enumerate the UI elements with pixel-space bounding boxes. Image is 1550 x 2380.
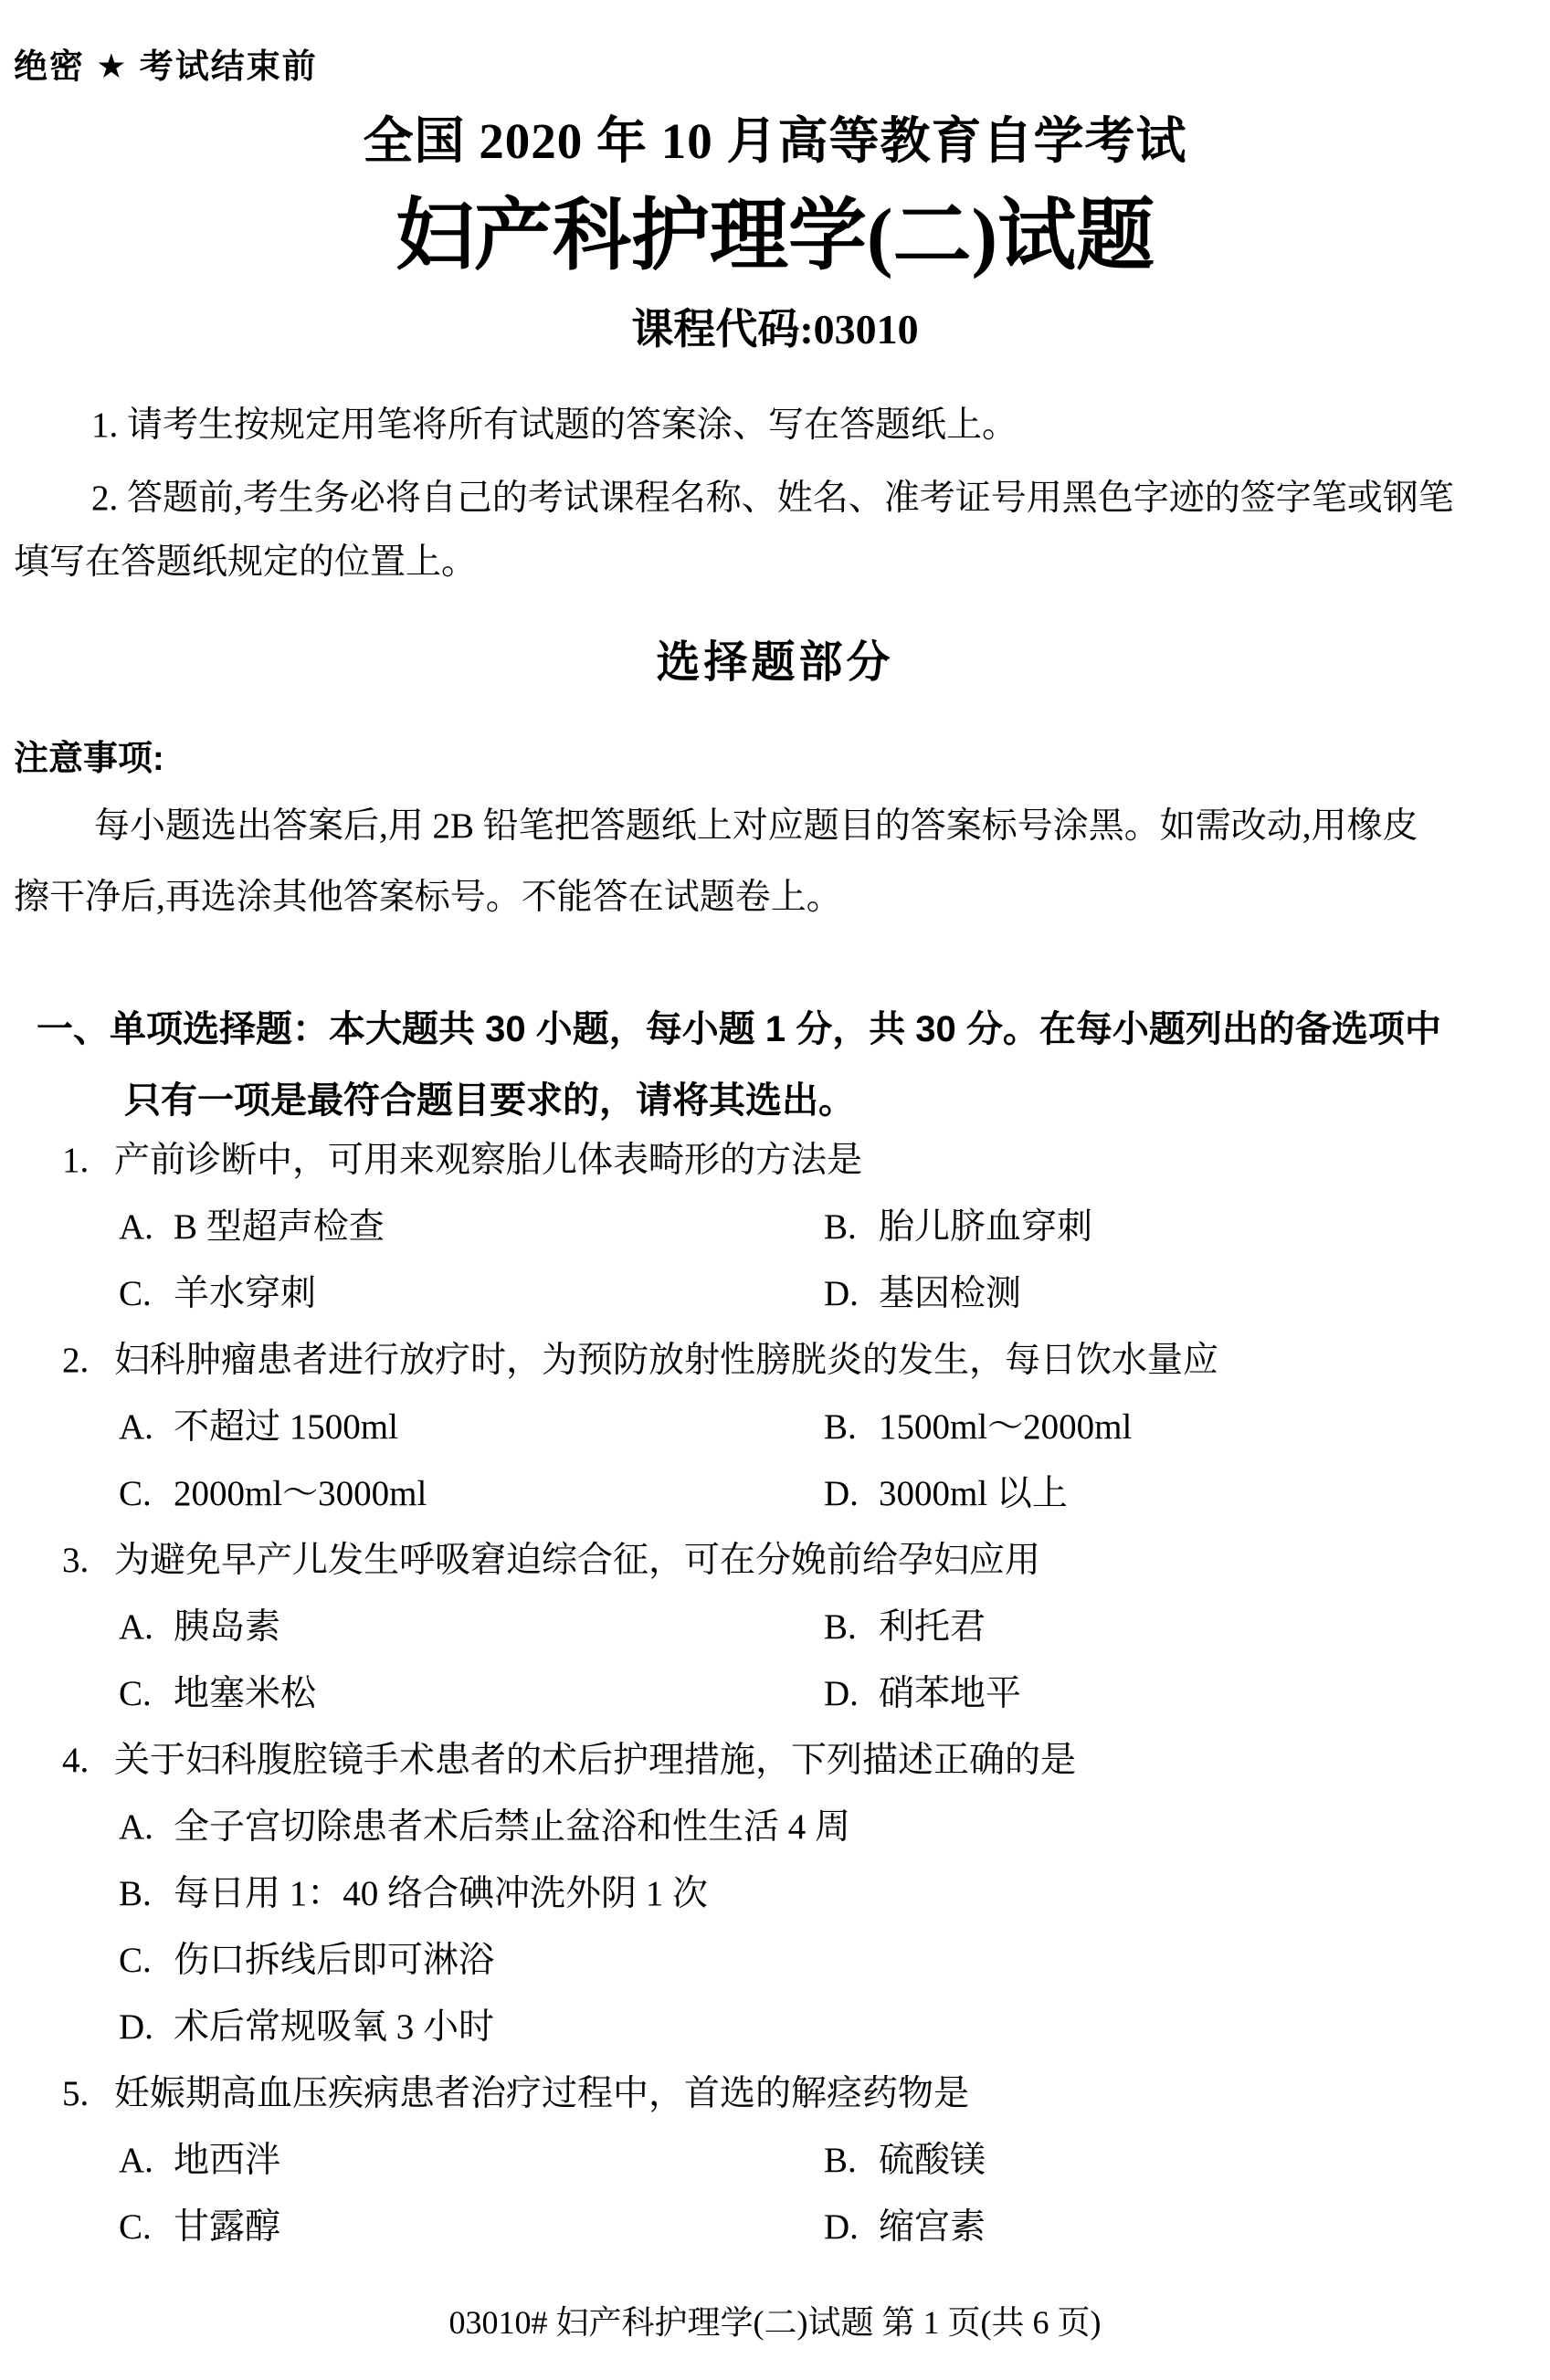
question-5-options (119, 2143, 1550, 2246)
question-2-options (119, 1409, 1550, 1512)
option-label: A. (119, 1407, 153, 1447)
option-text: 利托君 (879, 1607, 986, 1647)
option-text: 全子宫切除患者术后禁止盆浴和性生活 4 周 (174, 1807, 851, 1847)
question-5-text: 妊娠期高血压疾病患者治疗过程中，首选的解痉药物是 (114, 2074, 970, 2113)
option-text: 缩宫素 (879, 2207, 986, 2247)
question-4-number: 4. (62, 1741, 90, 1780)
option-text: 基因检测 (879, 1274, 1022, 1313)
option-label: B. (824, 1407, 857, 1447)
option-text: 地西泮 (174, 2141, 281, 2180)
question-3-option-d (824, 1676, 1550, 1712)
question-1-options (119, 1209, 1550, 1312)
question-3-option-c (119, 1676, 824, 1712)
question-1-option-c (119, 1276, 824, 1312)
question-3-options (119, 1609, 1550, 1712)
exam-title: 全国 2020 年 10 月高等教育自学考试 (363, 113, 1187, 169)
option-text: 胰岛素 (174, 1607, 281, 1647)
part-heading-line2: 只有一项是最符合题目要求的，请将其选出。 (124, 1080, 855, 1121)
option-label: D. (824, 1274, 859, 1313)
question-1-option-d (824, 1276, 1550, 1312)
question-2-option-b (824, 1409, 1550, 1446)
option-label: B. (824, 1607, 857, 1647)
question-5-option-b (824, 2143, 1550, 2179)
option-label: B. (824, 1207, 857, 1247)
part-heading-line1: 一、单项选择题：本大题共 30 小题，每小题 1 分，共 30 分。在每小题列出的备选项中 (37, 1009, 1441, 1049)
option-label: B. (119, 1874, 152, 1913)
question-3-option-a (119, 1609, 824, 1646)
option-text: B 型超声检查 (174, 1207, 385, 1247)
question-4 (62, 1743, 1550, 1779)
option-text: 地塞米松 (174, 1674, 317, 1713)
notes-line2: 擦干净后,再选涂其他答案标号。不能答在试题卷上。 (14, 878, 842, 917)
question-2-option-c (119, 1476, 824, 1512)
question-5 (62, 2076, 1550, 2112)
notes-line1: 每小题选出答案后,用 2B 铅笔把答题纸上对应题目的答案标号涂黑。如需改动,用橡皮 (94, 806, 1418, 846)
option-text: 硫酸镁 (879, 2141, 986, 2180)
option-label: A. (119, 1607, 153, 1647)
option-text: 羊水穿刺 (174, 1274, 317, 1313)
option-text: 不超过 1500ml (174, 1407, 398, 1447)
page-footer: 03010# 妇产科护理学(二)试题 第 1 页(共 6 页) (448, 2304, 1102, 2341)
classification-banner: 绝密 ★ 考试结束前 (14, 47, 318, 85)
option-label: A. (119, 1807, 153, 1847)
option-label: C. (119, 1474, 152, 1513)
question-5-option-c (119, 2209, 824, 2246)
paper-title: 妇产科护理学(二)试题 (395, 192, 1155, 279)
option-text: 胎儿脐血穿刺 (879, 1207, 1093, 1247)
question-1-option-a (119, 1209, 824, 1246)
question-4-options (119, 1809, 1550, 2046)
question-2-text: 妇科肿瘤患者进行放疗时，为预防放射性膀胱炎的发生，每日饮水量应 (114, 1341, 1219, 1380)
question-3 (62, 1543, 1550, 1579)
general-instruction-2-line2: 填写在答题纸规定的位置上。 (14, 542, 478, 582)
general-instruction-1: 1. 请考生按规定用笔将所有试题的答案涂、写在答题纸上。 (91, 405, 1018, 445)
option-text: 甘露醇 (174, 2207, 281, 2247)
option-text: 每日用 1：40 络合碘冲洗外阴 1 次 (174, 1874, 709, 1913)
option-text: 硝苯地平 (879, 1674, 1022, 1713)
question-2 (62, 1343, 1550, 1379)
option-label: A. (119, 1207, 153, 1247)
option-label: D. (824, 1674, 859, 1713)
question-4-option-a (119, 1809, 1550, 1846)
option-label: B. (824, 2141, 857, 2180)
notes-label: 注意事项: (14, 740, 164, 778)
option-text: 伤口拆线后即可淋浴 (174, 1941, 495, 1980)
question-1-option-b (824, 1209, 1550, 1246)
question-2-option-d (824, 1476, 1550, 1512)
question-3-option-b (824, 1609, 1550, 1646)
question-4-option-c (119, 1943, 1550, 1979)
question-3-number: 3. (62, 1541, 90, 1580)
question-1-text: 产前诊断中，可用来观察胎儿体表畸形的方法是 (114, 1141, 863, 1180)
option-text: 2000ml～3000ml (174, 1474, 427, 1513)
question-4-option-b (119, 1876, 1550, 1912)
option-label: D. (824, 1474, 859, 1513)
question-1 (62, 1143, 1550, 1179)
question-1-number: 1. (62, 1141, 90, 1180)
option-label: C. (119, 1674, 152, 1713)
question-2-option-a (119, 1409, 824, 1446)
question-5-number: 5. (62, 2074, 90, 2113)
question-4-option-d (119, 2009, 1550, 2046)
option-label: A. (119, 2141, 153, 2180)
option-text: 1500ml～2000ml (879, 1407, 1133, 1447)
option-text: 3000ml 以上 (879, 1474, 1068, 1513)
option-label: C. (119, 1941, 152, 1980)
option-label: D. (824, 2207, 859, 2247)
question-4-text: 关于妇科腹腔镜手术患者的术后护理措施，下列描述正确的是 (114, 1741, 1077, 1780)
question-5-option-a (119, 2143, 824, 2179)
general-instruction-2-line1: 2. 答题前,考生务必将自己的考试课程名称、姓名、准考证号用黑色字迹的签字笔或钢笔 (91, 479, 1454, 518)
option-label: D. (119, 2007, 153, 2047)
option-label: C. (119, 1274, 152, 1313)
option-label: C. (119, 2207, 152, 2247)
section-title: 选择题部分 (656, 638, 894, 687)
course-code: 课程代码:03010 (631, 306, 919, 353)
question-3-text: 为避免早产儿发生呼吸窘迫综合征，可在分娩前给孕妇应用 (114, 1541, 1041, 1580)
question-2-number: 2. (62, 1341, 90, 1380)
question-5-option-d (824, 2209, 1550, 2246)
option-text: 术后常规吸氧 3 小时 (174, 2007, 495, 2047)
